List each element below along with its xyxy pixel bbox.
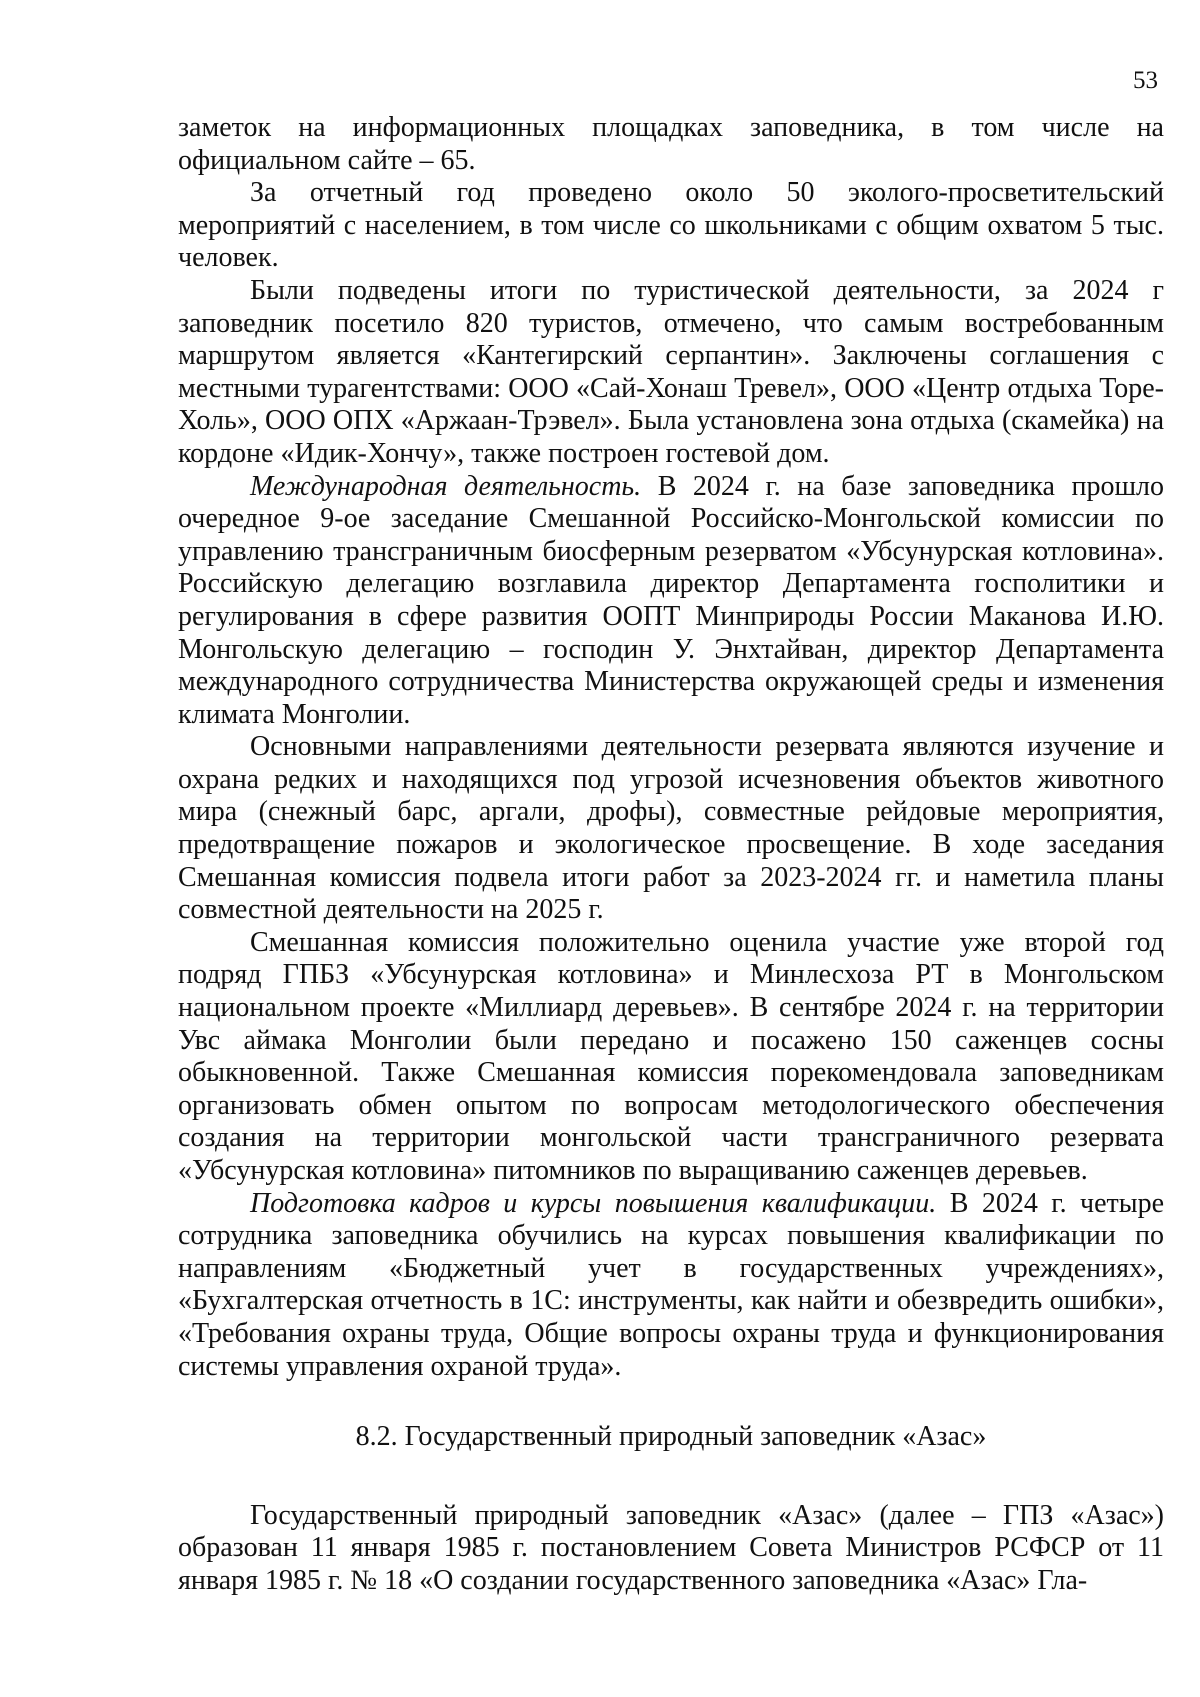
paragraph-text: В 2024 г. четыре сотрудника заповедника обучились на курсах повышения квалификации по направлениям «Бюджетный учет в государственных учреждениях», «Бухгалтерская отчетность в 1С: инструменты, как найти и обезвредить ошибки», «Требования охраны труда, Общие вопросы охраны труда и функционирования системы управления охраной труда». (178, 1187, 1164, 1382)
paragraph-training (178, 1188, 1164, 1384)
paragraph-reserve-directions (178, 731, 1164, 927)
paragraph-lead-in: Международная деятельность. (250, 470, 642, 502)
paragraph-international (178, 471, 1164, 732)
paragraph-commission (178, 927, 1164, 1188)
paragraph-events (178, 177, 1164, 275)
paragraph-text: заметок на информационных площадках заповедника, в том числе на официальном сайте – 65. (178, 112, 1164, 176)
section-heading: 8.2. Государственный природный заповедник «Азас» (355, 1421, 987, 1453)
paragraph-tourism (178, 275, 1164, 471)
paragraph-text: Были подведены итоги по туристической деятельности, за 2024 г заповедник посетило 820 туристов, отмечено, что самым востребованным маршрутом является «Кантегирский серпантин». Заключены соглашения с местными турагентствами: ООО «Сай-Хонаш Тревел», ООО «Центр отдыха Торе-Холь», ООО ОПХ «Аржаан-Трэвел». Была установлена зона отдыха (скамейка) на кордоне «Идик-Хончу», также построен гостевой дом. (178, 274, 1164, 469)
paragraph-text: Основными направлениями деятельности резервата являются изучение и охрана редких и находящихся под угрозой исчезновения объектов животного мира (снежный барс, аргали, дрофы), совместные рейдовые мероприятия, предотвращение пожаров и экологическое просвещение. В ходе заседания Смешанная комиссия подвела итоги работ за 2023-2024 гг. и наметила планы совместной деятельности на 2025 г. (178, 731, 1164, 926)
paragraph-text: В 2024 г. на базе заповедника прошло очередное 9-ое заседание Смешанной Российско-Монгольской комиссии по управлению трансграничным биосферным резерватом «Убсунурская котловина». Российскую делегацию возглавила директор Департамента госполитики и регулирования в сфере развития ООПТ Минприроды России Маканова И.Ю. Монгольскую делегацию – господин У. Энхтайван, директор Департамента международного сотрудничества Министерства окружающей среды и изменения климата Монголии. (178, 470, 1164, 730)
paragraph-text: За отчетный год проведено около 50 эколого-просветительский мероприятий с населением, в том числе со школьниками с общим охватом 5 тыс. человек. (178, 177, 1164, 274)
paragraph-text: Смешанная комиссия положительно оценила участие уже второй год подряд ГПБЗ «Убсунурская котловина» и Минлесхоза РТ в Монгольском национальном проекте «Миллиард деревьев». В сентябре 2024 г. на территории Увс аймака Монголии были передано и посажено 150 саженцев сосны обыкновенной. Также Смешанная комиссия порекомендовала заповедникам организовать обмен опытом по вопросам методологического обеспечения создания на территории монгольской части трансграничного резервата «Убсунурская котловина» питомников по выращиванию саженцев деревьев. (178, 926, 1164, 1186)
document-body (178, 112, 1164, 1598)
paragraph-continuation (178, 112, 1164, 177)
page-number: 53 (1133, 67, 1158, 94)
paragraph-azas (178, 1500, 1164, 1598)
paragraph-text: Государственный природный заповедник «Азас» (далее – ГПЗ «Азас») образован 11 января 1985 г. постановлением Совета Министров РСФСР от 11 января 1985 г. № 18 «О создании государственного заповедника «Азас» Гла- (178, 1499, 1164, 1596)
paragraph-lead-in: Подготовка кадров и курсы повышения квалификации. (250, 1187, 937, 1219)
